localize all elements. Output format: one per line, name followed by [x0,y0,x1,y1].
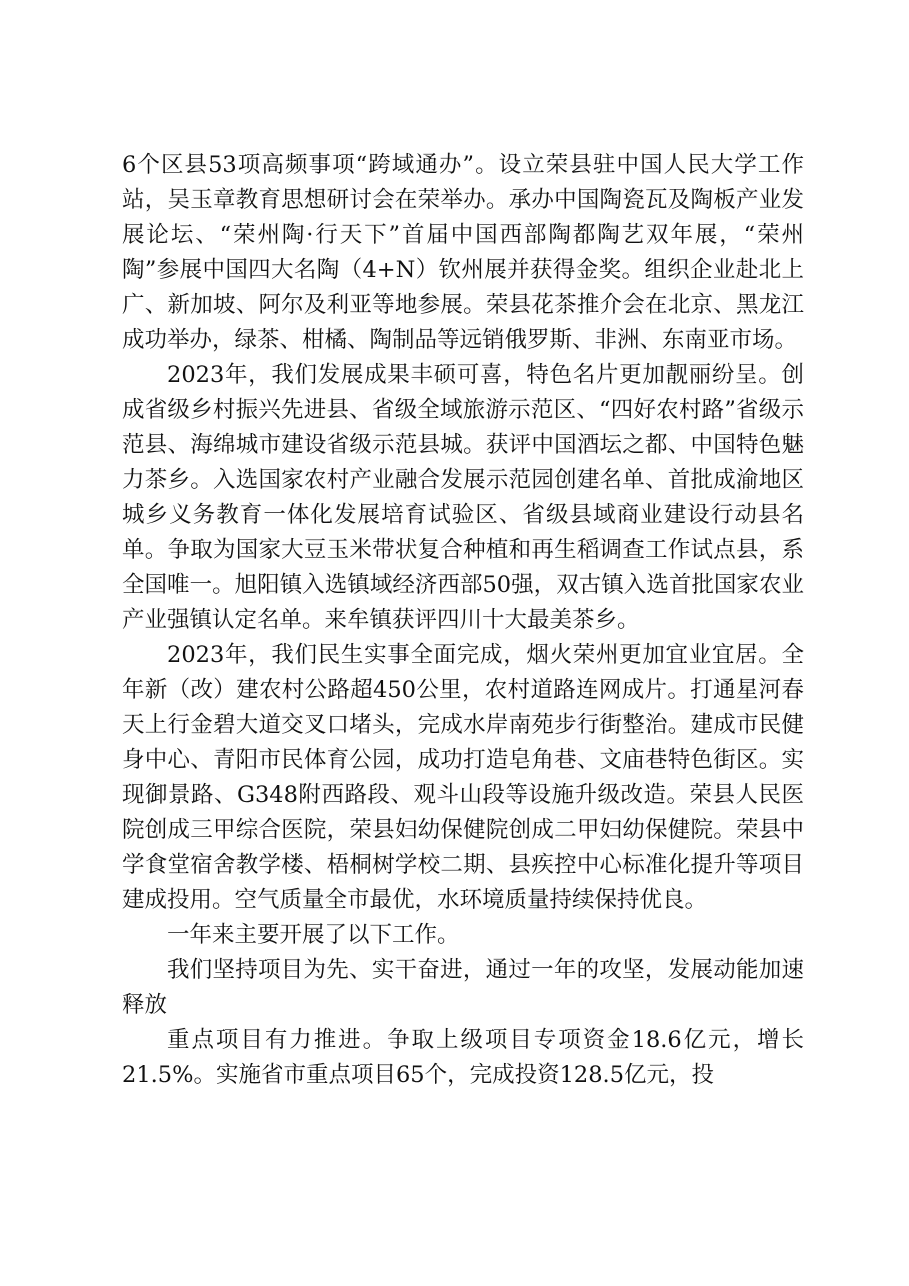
paragraph-3: 2023年，我们民生实事全面完成，烟火荣州更加宜业宜居。全年新（改）建农村公路超450公里，农村道路连网成片。打通星河春天上行金碧大道交叉口堵头，完成水岸南苑步行街整治。建成市民健身中心、青阳市民体育公园，成功打造皂角巷、文庙巷特色街区。实现御景路、G348附西路段、观斗山段等设施升级改造。荣县人民医院创成三甲综合医院，荣县妇幼保健院创成二甲妇幼保健院。荣县中学食堂宿舍教学楼、梧桐树学校二期、县疾控中心标准化提升等项目建成投用。空气质量全市最优，水环境质量持续保持优良。 [122,642,804,913]
paragraph-1: 6个区县53项高频事项“跨域通办”。设立荣县驻中国人民大学工作站，吴玉章教育思想研讨会在荣举办。承办中国陶瓷瓦及陶板产业发展论坛、“荣州陶·行天下”首届中国西部陶都陶艺双年展，“荣州陶”参展中国四大名陶（4+N）钦州展并获得金奖。组织企业赴北上广、新加坡、阿尔及利亚等地参展。荣县花茶推介会在北京、黑龙江成功举办，绿茶、柑橘、陶制品等远销俄罗斯、非洲、东南亚市场。 [122,152,804,353]
paragraph-4: 一年来主要开展了以下工作。 [167,922,460,948]
document-body [122,148,804,1093]
paragraph-6: 重点项目有力推进。争取上级项目专项资金18.6亿元，增长21.5%。实施省市重点项目65个，完成投资128.5亿元，投 [122,1027,804,1088]
paragraph-5: 我们坚持项目为先、实干奋进，通过一年的攻坚，发展动能加速释放 [122,957,804,1018]
paragraph-2: 2023年，我们发展成果丰硕可喜，特色名片更加靓丽纷呈。创成省级乡村振兴先进县、省级全域旅游示范区、“四好农村路”省级示范县、海绵城市建设省级示范县城。获评中国酒坛之都、中国特色魅力茶乡。入选国家农村产业融合发展示范园创建名单、首批成渝地区城乡义务教育一体化发展培育试验区、省级县域商业建设行动县名单。争取为国家大豆玉米带状复合种植和再生稻调查工作试点县，系全国唯一。旭阳镇入选镇域经济西部50强，双古镇入选首批国家农业产业强镇认定名单。来牟镇获评四川十大最美茶乡。 [122,362,804,633]
